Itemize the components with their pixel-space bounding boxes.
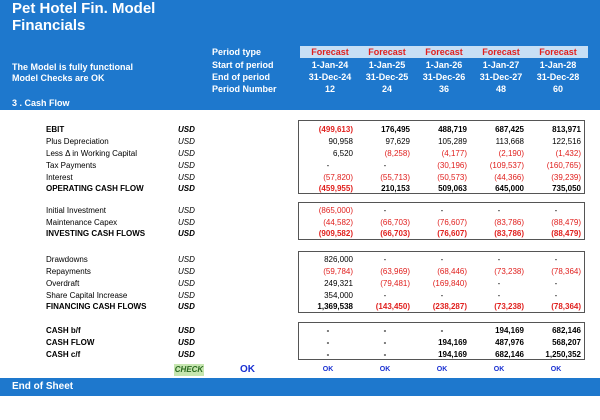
value-cell[interactable]: - (383, 206, 387, 215)
unit-label: USD (178, 161, 195, 170)
unit-label: USD (178, 184, 195, 193)
start-period-label: Start of period (212, 60, 274, 70)
value-cell[interactable]: - (554, 206, 558, 215)
value-cell[interactable]: - (497, 206, 501, 215)
value-cell[interactable]: (73,238) (494, 267, 524, 276)
period-type-label: Period type (212, 47, 262, 57)
value-cell[interactable]: (66,703) (380, 218, 410, 227)
value-cell[interactable]: (44,366) (494, 173, 524, 182)
unit-label: USD (178, 302, 195, 311)
title-line-2: Financials (12, 17, 86, 34)
unit-label: USD (178, 291, 195, 300)
value-cell[interactable]: 687,425 (495, 125, 524, 134)
unit-label: USD (178, 255, 195, 264)
start-date-cell: 1-Jan-26 (425, 60, 463, 70)
column-check-result: OK (379, 366, 391, 373)
check-badge: CHECK (174, 365, 204, 374)
row-label: Drawdowns (46, 255, 88, 264)
value-cell[interactable]: 6,520 (332, 149, 353, 158)
value-cell[interactable]: - (440, 326, 444, 335)
checks-status: Model Checks are OK (12, 73, 105, 83)
value-cell[interactable]: (30,196) (437, 161, 467, 170)
table-row (0, 124, 600, 136)
value-cell[interactable]: (44,582) (323, 218, 353, 227)
value-cell[interactable]: 568,207 (552, 338, 581, 347)
value-cell[interactable]: 645,000 (495, 184, 524, 193)
period-type-cell: Forecast (528, 46, 588, 58)
value-cell[interactable]: - (326, 338, 330, 347)
value-cell[interactable]: 176,495 (381, 125, 410, 134)
start-date-cell: 1-Jan-25 (368, 60, 406, 70)
value-cell[interactable]: 194,169 (438, 350, 467, 359)
value-cell[interactable]: 488,719 (438, 125, 467, 134)
start-date-cell: 1-Jan-28 (539, 60, 577, 70)
period-number-cell: 48 (495, 84, 506, 94)
value-cell[interactable]: 682,146 (552, 326, 581, 335)
end-date-cell: 31-Dec-27 (479, 72, 523, 82)
row-label: Less Δ in Working Capital (46, 149, 138, 158)
value-cell[interactable]: (78,364) (551, 267, 581, 276)
value-cell[interactable]: (160,765) (546, 161, 581, 170)
unit-label: USD (178, 173, 195, 182)
value-cell[interactable]: (76,607) (437, 218, 467, 227)
table-row (0, 148, 600, 160)
start-date-cell: 1-Jan-27 (482, 60, 520, 70)
unit-label: USD (178, 206, 195, 215)
value-cell[interactable]: 813,971 (552, 125, 581, 134)
row-label: EBIT (46, 125, 65, 134)
value-cell[interactable]: (143,450) (375, 302, 410, 311)
model-header (0, 0, 600, 106)
column-check-result: OK (436, 366, 448, 373)
value-cell[interactable]: (865,000) (318, 206, 353, 215)
value-cell[interactable]: (83,786) (494, 229, 524, 238)
value-cell[interactable]: 826,000 (324, 255, 353, 264)
value-cell[interactable]: - (440, 255, 444, 264)
value-cell[interactable]: 194,169 (438, 338, 467, 347)
model-status: The Model is fully functional (12, 62, 134, 72)
start-date-cell: 1-Jan-24 (311, 60, 349, 70)
value-cell[interactable]: (1,432) (555, 149, 581, 158)
value-cell[interactable]: 354,000 (324, 291, 353, 300)
end-date-cell: 31-Dec-25 (365, 72, 409, 82)
value-cell[interactable]: - (440, 206, 444, 215)
row-label: Maintenance Capex (46, 218, 118, 227)
column-check-result: OK (550, 366, 562, 373)
unit-label: USD (178, 267, 195, 276)
end-date-cell: 31-Dec-26 (422, 72, 466, 82)
table-row (0, 136, 600, 148)
row-label: FINANCING CASH FLOWS (46, 302, 147, 311)
unit-label: USD (178, 137, 195, 146)
end-date-cell: 31-Dec-28 (536, 72, 580, 82)
period-number-cell: 24 (381, 84, 392, 94)
value-cell[interactable]: - (326, 326, 330, 335)
value-cell[interactable]: 249,321 (324, 279, 353, 288)
value-cell[interactable]: (109,537) (489, 161, 524, 170)
value-cell[interactable]: 682,146 (495, 350, 524, 359)
value-cell[interactable]: (2,190) (498, 149, 524, 158)
row-label: Tax Payments (46, 161, 97, 170)
unit-label: USD (178, 338, 195, 347)
title-line-1: Pet Hotel Fin. Model (12, 0, 156, 17)
value-cell[interactable]: - (554, 255, 558, 264)
unit-label: USD (178, 279, 195, 288)
value-cell[interactable]: - (326, 350, 330, 359)
row-label: Repayments (46, 267, 91, 276)
row-label: CASH b/f (46, 326, 81, 335)
unit-label: USD (178, 350, 195, 359)
value-cell[interactable]: (57,820) (323, 173, 353, 182)
unit-label: USD (178, 326, 195, 335)
value-cell[interactable]: (39,239) (551, 173, 581, 182)
value-cell[interactable]: 210,153 (381, 184, 410, 193)
period-type-cell: Forecast (357, 46, 417, 58)
period-number-cell: 36 (438, 84, 449, 94)
table-row (0, 301, 600, 313)
value-cell[interactable]: (238,287) (432, 302, 467, 311)
value-cell[interactable]: - (383, 350, 387, 359)
unit-label: USD (178, 218, 195, 227)
row-label: Plus Depreciation (46, 137, 109, 146)
value-cell[interactable]: - (497, 291, 501, 300)
period-type-cell: Forecast (471, 46, 531, 58)
value-cell[interactable]: (459,955) (318, 184, 353, 193)
end-period-label: End of period (212, 72, 270, 82)
table-row (0, 337, 600, 349)
value-cell[interactable]: - (554, 291, 558, 300)
value-cell[interactable]: (4,177) (441, 149, 467, 158)
row-label: CASH FLOW (46, 338, 95, 347)
value-cell[interactable]: 194,169 (495, 326, 524, 335)
unit-label: USD (178, 229, 195, 238)
value-cell[interactable]: (909,582) (318, 229, 353, 238)
row-label: Initial Investment (46, 206, 107, 215)
value-cell[interactable]: (499,613) (318, 125, 353, 134)
row-label: CASH c/f (46, 350, 81, 359)
value-cell[interactable]: 90,958 (328, 137, 353, 146)
table-row (0, 205, 600, 217)
overall-check-result: OK (240, 364, 255, 375)
value-cell[interactable]: (83,786) (494, 218, 524, 227)
value-cell[interactable]: 113,668 (495, 137, 524, 146)
unit-label: USD (178, 149, 195, 158)
value-cell[interactable]: (78,364) (551, 302, 581, 311)
value-cell[interactable]: - (383, 338, 387, 347)
row-label: Interest (46, 173, 73, 182)
value-cell[interactable]: - (383, 291, 387, 300)
table-row (0, 228, 600, 240)
table-row (0, 183, 600, 195)
column-check-result: OK (493, 366, 505, 373)
value-cell[interactable]: 1,250,352 (545, 350, 581, 359)
value-cell[interactable]: 122,516 (552, 137, 581, 146)
value-cell[interactable]: 509,063 (438, 184, 467, 193)
value-cell[interactable]: - (440, 291, 444, 300)
table-row (0, 325, 600, 337)
period-type-cell: Forecast (414, 46, 474, 58)
value-cell[interactable]: (79,481) (380, 279, 410, 288)
unit-label: USD (178, 125, 195, 134)
period-number-cell: 60 (552, 84, 563, 94)
value-cell[interactable]: 97,629 (385, 137, 410, 146)
value-cell[interactable]: (68,446) (437, 267, 467, 276)
value-cell[interactable]: - (497, 255, 501, 264)
row-label: Overdraft (46, 279, 80, 288)
end-date-cell: 31-Dec-24 (308, 72, 352, 82)
value-cell[interactable]: 1,369,538 (317, 302, 353, 311)
table-row (0, 278, 600, 290)
table-row (0, 160, 600, 172)
value-cell[interactable]: (76,607) (437, 229, 467, 238)
value-cell[interactable]: - (383, 326, 387, 335)
value-cell[interactable]: (8,258) (384, 149, 410, 158)
value-cell[interactable]: 105,289 (438, 137, 467, 146)
value-cell[interactable]: (55,713) (380, 173, 410, 182)
value-cell[interactable]: - (383, 255, 387, 264)
value-cell[interactable]: (66,703) (380, 229, 410, 238)
row-label: INVESTING CASH FLOWS (46, 229, 146, 238)
value-cell[interactable]: - (497, 279, 501, 288)
value-cell[interactable]: - (554, 279, 558, 288)
column-check-result: OK (322, 366, 334, 373)
value-cell[interactable]: 735,050 (552, 184, 581, 193)
value-cell[interactable]: (50,573) (437, 173, 467, 182)
period-number-cell: 12 (324, 84, 335, 94)
table-row (0, 349, 600, 361)
value-cell[interactable]: - (383, 161, 387, 170)
table-row (0, 254, 600, 266)
value-cell[interactable]: (169,840) (432, 279, 467, 288)
table-row (0, 266, 600, 278)
value-cell[interactable]: - (326, 161, 330, 170)
value-cell[interactable]: 487,976 (495, 338, 524, 347)
value-cell[interactable]: (63,969) (380, 267, 410, 276)
value-cell[interactable]: (59,784) (323, 267, 353, 276)
page-title (12, 0, 155, 34)
row-label: OPERATING CASH FLOW (46, 184, 144, 193)
period-type-cell: Forecast (300, 46, 360, 58)
end-of-sheet: End of Sheet (0, 378, 600, 396)
value-cell[interactable]: (88,479) (551, 218, 581, 227)
section-title: 3 . Cash Flow (0, 96, 600, 110)
value-cell[interactable]: (73,238) (494, 302, 524, 311)
period-number-label: Period Number (212, 84, 277, 94)
value-cell[interactable]: (88,479) (551, 229, 581, 238)
row-label: Share Capital Increase (46, 291, 128, 300)
